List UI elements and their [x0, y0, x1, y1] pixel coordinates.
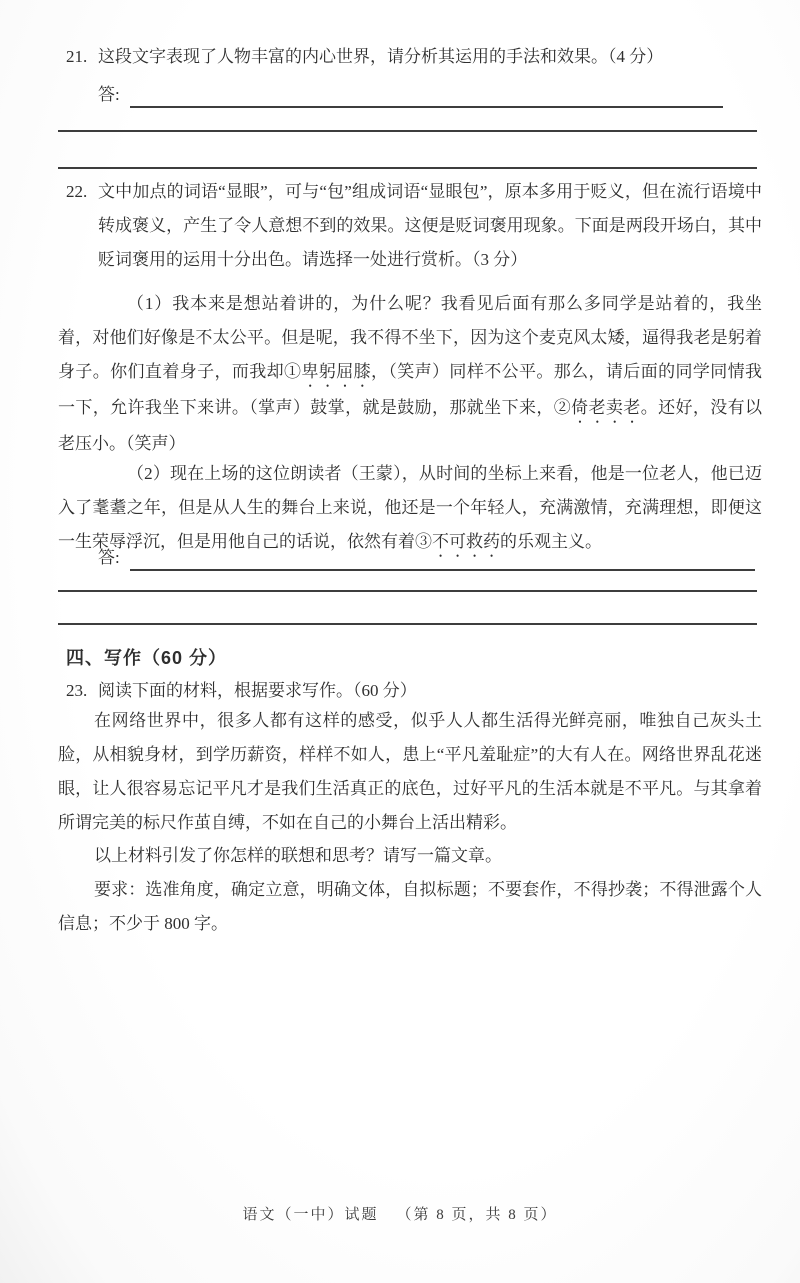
answer-rule-line [58, 167, 757, 169]
footer-paper-title: 语文（一中）试题 [242, 1207, 379, 1223]
question-23 [58, 674, 762, 708]
question-22-answer-row [58, 545, 755, 571]
answer-rule-line [58, 590, 757, 592]
answer-label: 答: [98, 85, 120, 104]
text-segment: （2）现在上场的这位朗读者（王蒙），从时间的坐标上来看，他是一位老人，他已迈入了耄耋之年，但是从人生的舞台上来说，他还是一个年轻人，充满激情，充满理想，即便这一生荣辱浮沉，但是用他自己的话说，依然有着③ [58, 464, 762, 551]
question-22-number: 22. [66, 182, 88, 201]
essay-material-paragraph: 在网络世界中，很多人都有这样的感受，似乎人人都生活得光鲜亮丽，唯独自己灰头土脸，从相貌身材，到学历薪资，样样不如人，患上“平凡羞耻症”的大有人在。网络世界乱花迷眼，让人很容易忘记平凡才是我们生活真正的底色，过好平凡的生活本就是不平凡。与其拿着所谓完美的标尺作茧自缚，不如在自己的小舞台上活出精彩。 [58, 711, 762, 832]
text-segment: ，（笑声）同样不公平。那么，请后面的同学同情我一下，允许我坐下来讲。（掌声）鼓掌，就是鼓励，那就坐下来，② [58, 362, 763, 417]
emphasized-dotted-text: 不可救药 [432, 532, 500, 551]
question-22 [58, 175, 762, 277]
opening-speech-paragraph-1 [58, 287, 762, 461]
essay-prompt-paragraph: 以上材料引发了你怎样的联想和思考？请写一篇文章。 [94, 846, 502, 865]
essay-requirements-paragraph: 要求：选准角度，确定立意，明确文体，自拟标题；不要套作，不得抄袭；不得泄露个人信息；不少于 800 字。 [58, 880, 762, 933]
question-21-answer-row [58, 82, 723, 108]
answer-label: 答: [98, 548, 120, 567]
footer-page-number: （第 8 页，共 8 页） [396, 1207, 558, 1223]
section-4-heading: 四、写作（60 分） [66, 648, 228, 668]
question-22-text: 文中加点的词语“显眼”，可与“包”组成词语“显眼包”，原本多用于贬义，但在流行语境中转成褒义，产生了令人意想不到的效果。这便是贬词褒用现象。下面是两段开场白，其中贬词褒用的运用十分出色。请选择一处进行赏析。（3 分） [98, 182, 762, 269]
text-segment: 。还好，没有以老压小。（笑声） [58, 398, 763, 453]
question-21 [58, 40, 762, 74]
answer-rule-line [58, 623, 757, 625]
question-23-text: 阅读下面的材料，根据要求写作。（60 分） [98, 681, 417, 700]
text-segment: （1）我本来是想站着讲的，为什么呢？我看见后面有那么多同学是站着的，我坐着，对他们好像是不太公平。但是呢，我不得不坐下，因为这个麦克风太矮，逼得我老是躬着身子。你们直着身子，而我却① [58, 294, 762, 381]
answer-rule-line [58, 130, 757, 132]
text-segment: 的乐观主义。 [500, 532, 602, 551]
question-23-number: 23. [66, 681, 88, 700]
question-21-number: 21. [66, 47, 88, 66]
emphasized-dotted-text: 卑躬屈膝 [301, 362, 371, 381]
question-21-text: 这段文字表现了人物丰富的内心世界，请分析其运用的手法和效果。（4 分） [98, 47, 664, 66]
answer-blank-line [130, 545, 755, 571]
emphasized-dotted-text: 倚老卖老 [571, 398, 641, 417]
page-footer [0, 1203, 800, 1227]
answer-blank-line [130, 82, 723, 108]
